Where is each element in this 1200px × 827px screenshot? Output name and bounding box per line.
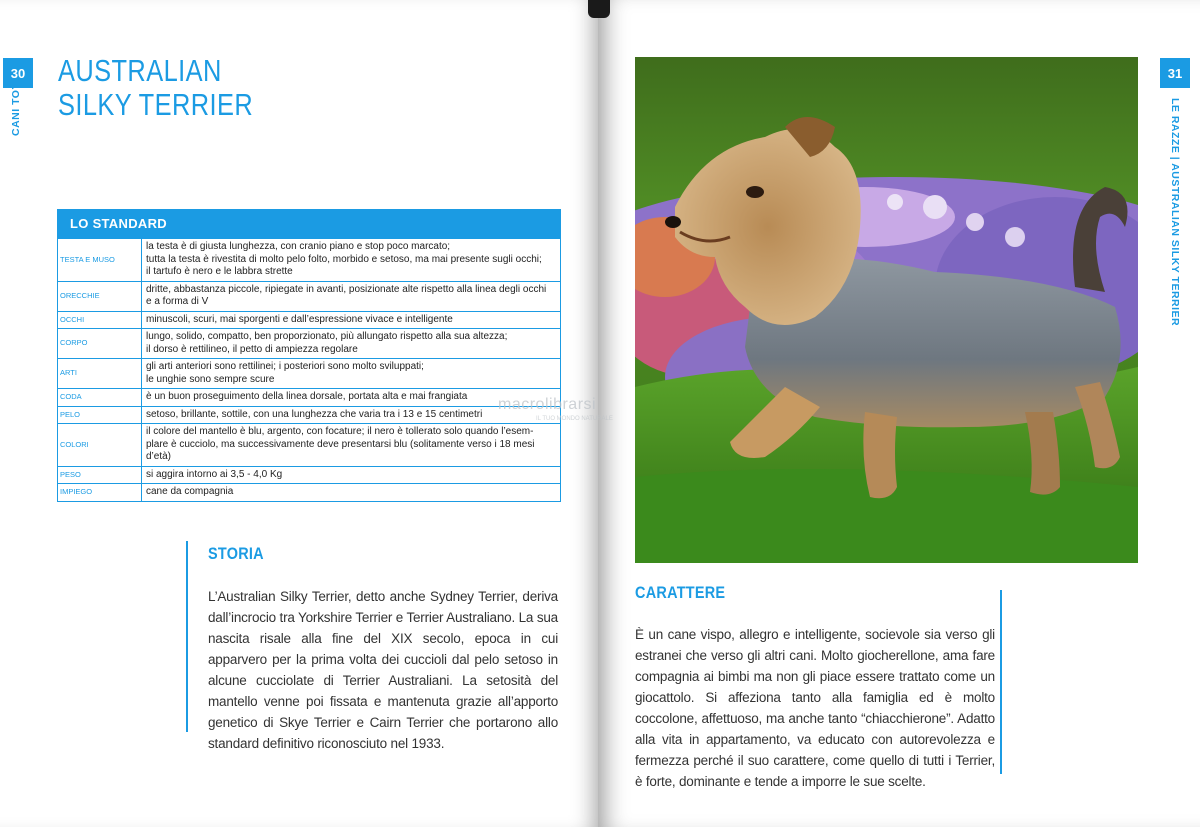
standard-value-line: setoso, brillante, sottile, con una lunghezza che varia tra i 13 e 15 centimetri xyxy=(146,408,483,420)
standard-row xyxy=(58,311,560,329)
carattere-text: È un cane vispo, allegro e intelligente, socievole sia verso gli estranei che verso gli altri cani. Molto giocherellone, ama fare compagnia ai bimbi ma non gli piace essere trattato come un giocattolo. Si affeziona tanto alla famiglia ed è molto coccolone, affettuoso, ma anche tanto “chiacchierone”. Adatto alla vita in appartamento, va educato con autorevolezza e fermezza perché il suo carattere, come quello di tutti i Terrier, è forte, dominante e tende a imporre le sue scelte. xyxy=(635,627,995,789)
standard-row xyxy=(58,329,560,359)
standard-table xyxy=(57,209,561,502)
standard-value-line: si aggira intorno ai 3,5 - 4,0 Kg xyxy=(146,468,283,480)
book-spine xyxy=(588,0,610,18)
standard-row xyxy=(58,281,560,311)
standard-row xyxy=(58,406,560,424)
storia-heading: STORIA xyxy=(208,544,264,563)
standard-value xyxy=(142,359,561,389)
standard-key: CORPO xyxy=(58,329,142,359)
standard-key: OCCHI xyxy=(58,311,142,329)
standard-row xyxy=(58,424,560,467)
standard-key: CODA xyxy=(58,389,142,407)
standard-value-line: tutta la testa è rivestita di molto pelo folto, morbido e setoso, ma mai presente sugli occhi; xyxy=(146,253,542,265)
watermark-logo: macrolibrarsi xyxy=(498,396,597,413)
running-head-left: CANI TOY xyxy=(10,82,22,136)
carattere-heading: CARATTERE xyxy=(635,583,726,602)
standard-value xyxy=(142,484,561,501)
standard-value-line: dritte, abbastanza piccole, ripiegate in avanti, posizionate alte rispetto alla linea degli occhi xyxy=(146,283,547,295)
title-line-2: SILKY TERRIER xyxy=(58,87,254,122)
standard-value xyxy=(142,424,561,467)
standard-key: IMPIEGO xyxy=(58,484,142,501)
standard-key: ORECCHIE xyxy=(58,281,142,311)
standard-value xyxy=(142,239,561,282)
standard-value-line: lungo, solido, compatto, ben proporzionato, più allungato rispetto alla sua altezza; xyxy=(146,331,508,342)
page-title xyxy=(58,54,253,122)
standard-value xyxy=(142,466,561,484)
standard-value-line: la testa è di giusta lunghezza, con cranio piano e stop poco marcato; xyxy=(146,241,451,252)
standard-row xyxy=(58,389,560,407)
standard-row xyxy=(58,484,560,501)
page-number-left: 30 xyxy=(3,58,33,88)
standard-value-line: il colore del mantello è blu, argento, con focature; il nero è tollerato solo quando l’esem- xyxy=(146,426,534,437)
standard-value-line: il dorso è rettilineo, il petto di ampiezza regolare xyxy=(146,343,358,355)
standard-value-line: d’età) xyxy=(146,451,172,462)
standard-value-line: gli arti anteriori sono rettilinei; i posteriori sono molto sviluppati; xyxy=(146,361,424,372)
standard-key: PESO xyxy=(58,466,142,484)
standard-key: COLORI xyxy=(58,424,142,467)
watermark-subtitle: IL TUO MONDO NATURALE xyxy=(536,416,613,422)
standard-value-line: cane da compagnia xyxy=(146,486,234,497)
standard-value-line: è un buon proseguimento della linea dorsale, portata alta e mai frangiata xyxy=(146,391,468,402)
silky-terrier-photo xyxy=(635,57,1138,563)
standard-key: PELO xyxy=(58,406,142,424)
standard-value xyxy=(142,311,561,329)
title-line-1: AUSTRALIAN xyxy=(58,53,222,88)
standard-value-line: le unghie sono sempre scure xyxy=(146,373,275,385)
standard-value xyxy=(142,329,561,359)
page-number-right: 31 xyxy=(1160,58,1190,88)
standard-value xyxy=(142,281,561,311)
storia-text: L’Australian Silky Terrier, detto anche Sydney Terrier, deriva dall’incrocio tra Yorkshire Terrier e Terrier Australiano. La sua nascita risale alla fine del XIX secolo, epoca in cui apparvero per la prima volta dei cuccioli dal pelo setoso in alcune cucciolate di Terrier Australiani. La setosità del mantello venne poi fissata e mantenuta grazie all’apporto genetico di Skye Terrier e Cairn Terrier che portarono allo standard definitivo riconosciuto nel 1933. xyxy=(208,589,558,751)
standard-value-line: minuscoli, scuri, mai sporgenti e dall’espressione vivace e intelligente xyxy=(146,313,453,325)
standard-value-line: e a forma di V xyxy=(146,296,209,307)
standard-key: ARTI xyxy=(58,359,142,389)
carattere-rule xyxy=(1000,590,1002,774)
standard-key: TESTA E MUSO xyxy=(58,239,142,282)
right-page xyxy=(598,0,1200,827)
standard-row xyxy=(58,359,560,389)
standard-value-line: plare è cucciolo, ma successivamente deve presentarsi blu (solitamente verso i 18 mesi xyxy=(146,438,535,450)
standard-row xyxy=(58,466,560,484)
standard-row xyxy=(58,239,560,282)
standard-heading: LO STANDARD xyxy=(58,210,560,238)
running-head-right: LE RAZZE | AUSTRALIAN SILKY TERRIER xyxy=(1169,98,1181,327)
standard-value-line: il tartufo è nero e le labbra strette xyxy=(146,266,293,277)
storia-rule xyxy=(186,541,188,732)
